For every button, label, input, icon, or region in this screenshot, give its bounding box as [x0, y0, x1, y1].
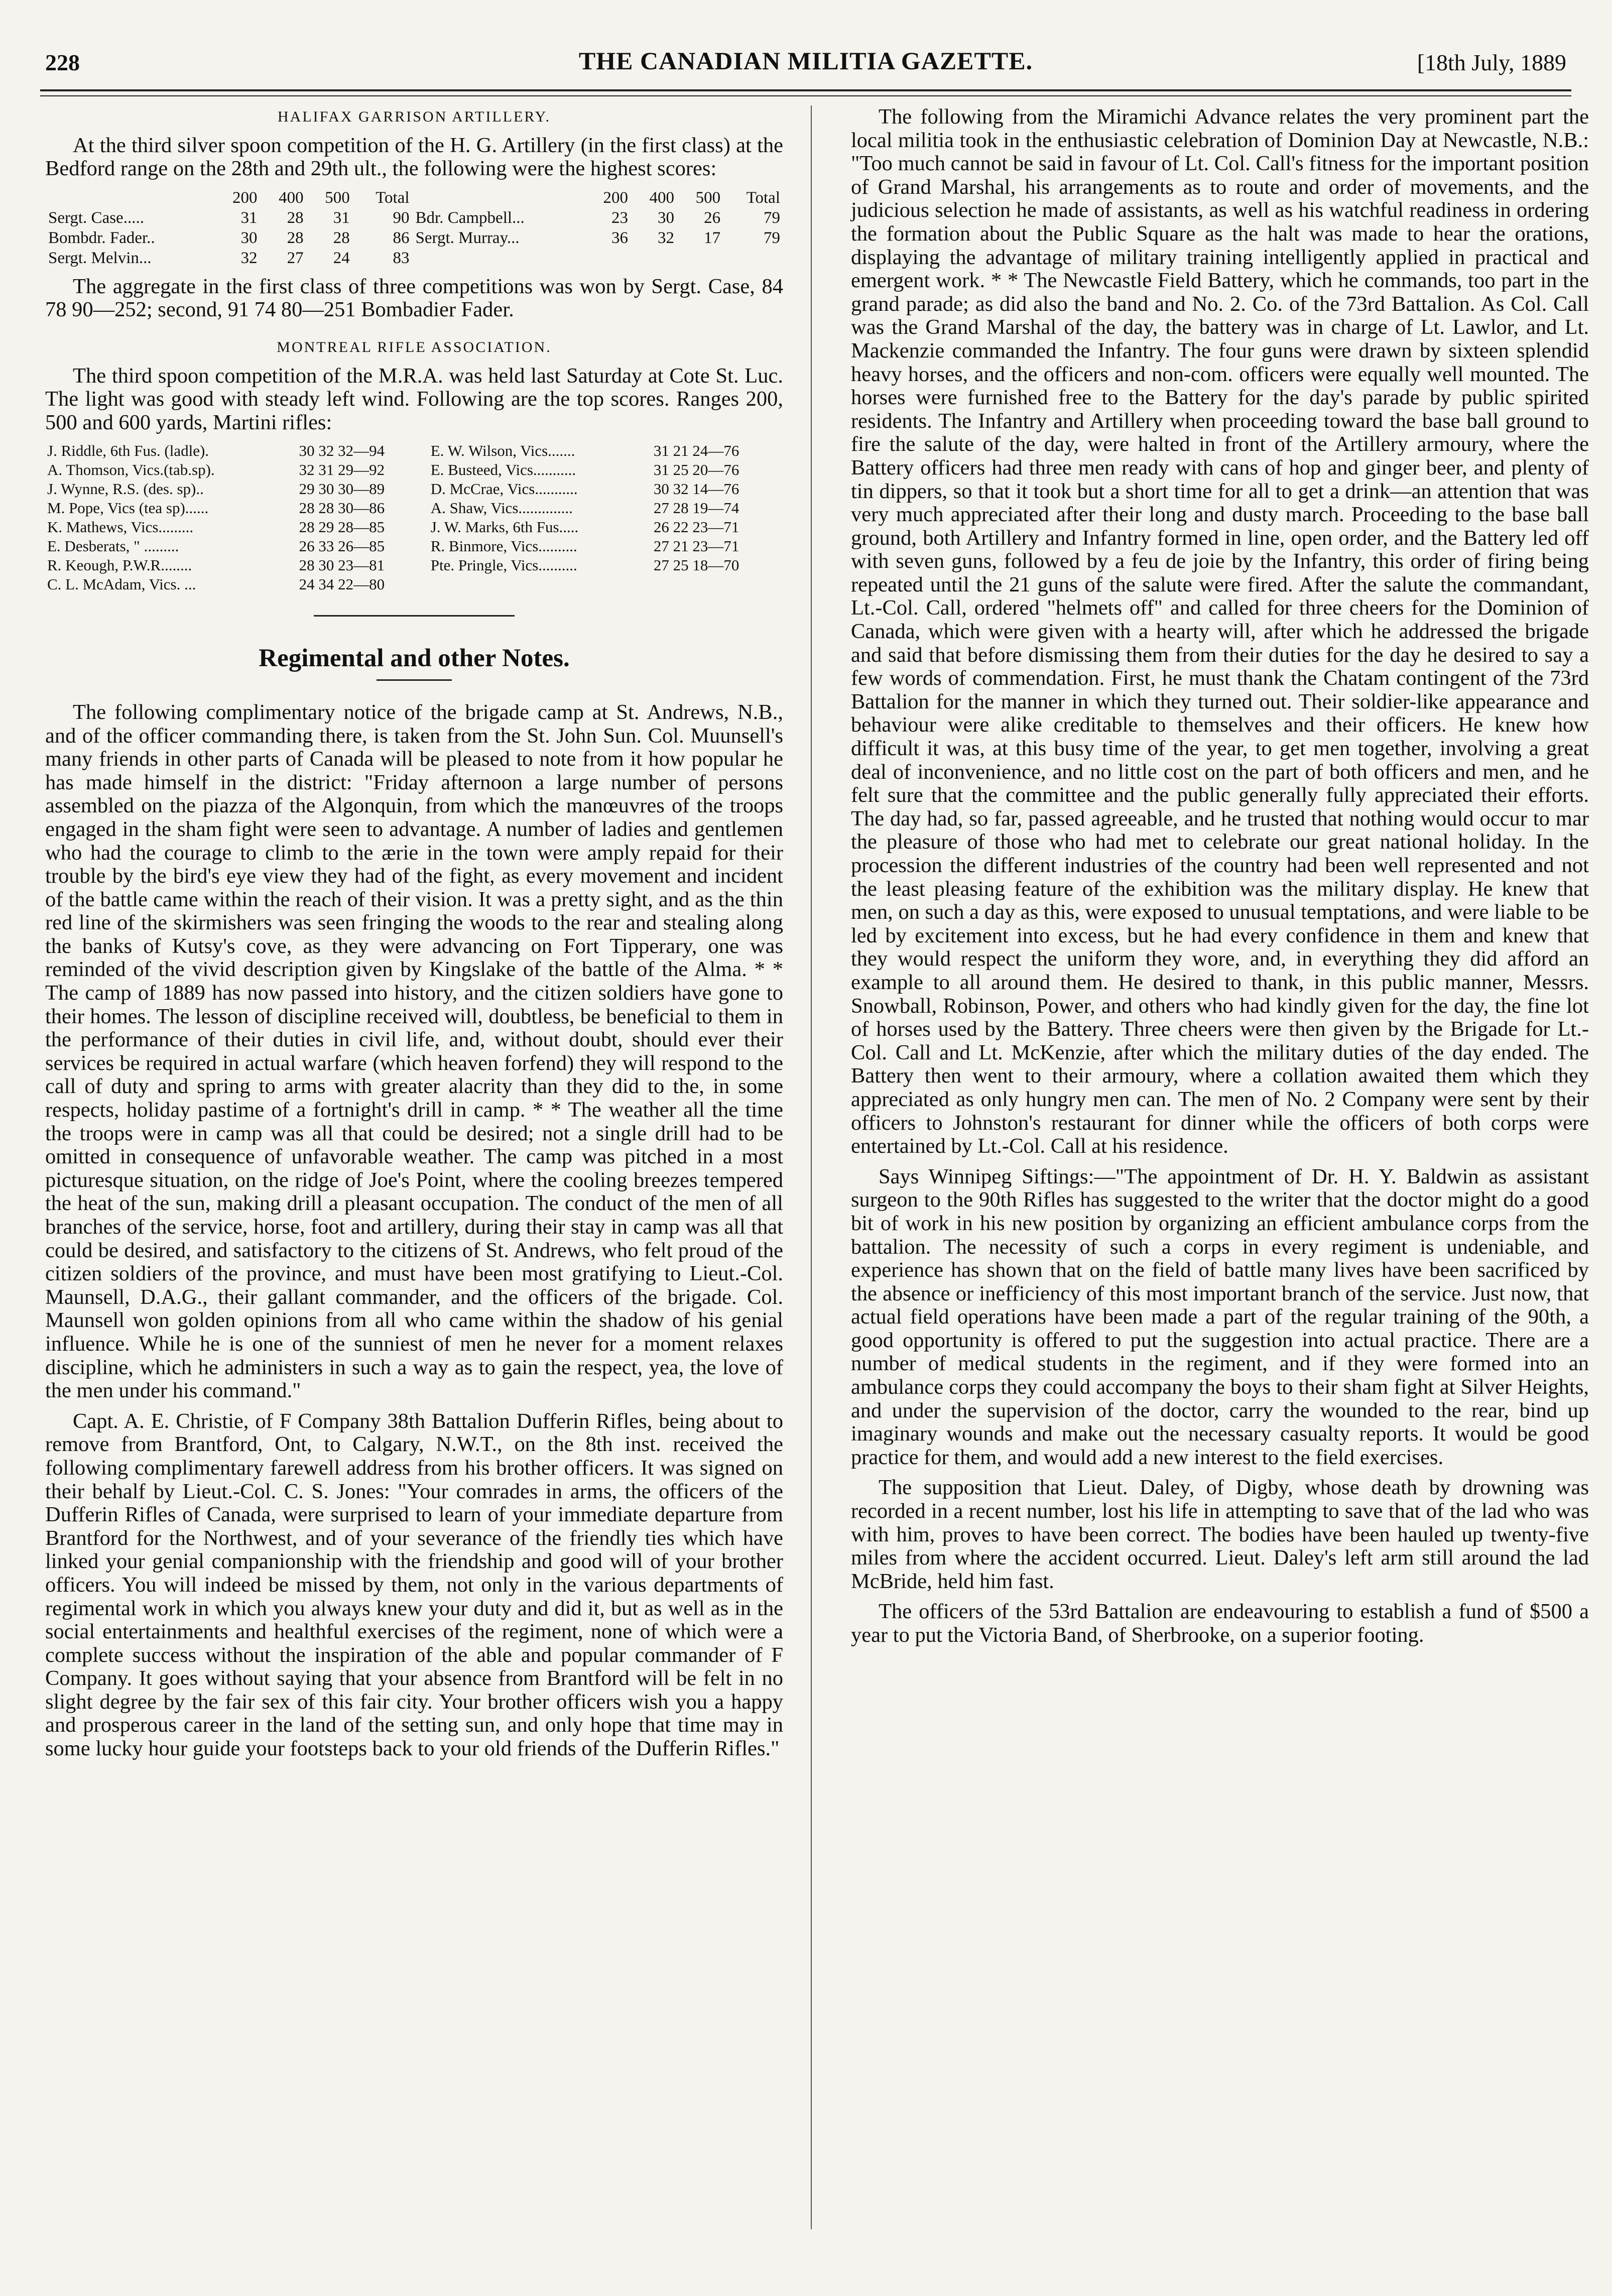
table-row: R. Keough, P.W.R........ 28 30 23—81 Pte. Pringle, Vics.......... 27 25 18—70 [47, 556, 739, 574]
col-header: 500 [695, 188, 721, 207]
col-header: 200 [232, 188, 258, 207]
issue-date: [18th July, 1889 [1417, 50, 1566, 75]
column-divider [811, 105, 812, 2229]
header-rule-thin [40, 95, 1571, 96]
article-paragraph: Says Winnipeg Siftings:—"The appointment of Dr. H. Y. Baldwin as assistant surgeon to the 90th Rifles has suggested to the writer that the doctor might do a good bit of work in his new position by organizing an efficient ambulance corps from the battalion. The necessity of such a corps in every regiment is undeniable, and experience has shown that on the field of battle many lives have been sacrificed by the absence or inefficiency of this most important branch of the service. Just now, that actual field operations have been made a part of the regular training of the 90th, a good opportunity is offered to put the suggestion into actual practice. There are a number of medical students in the regiment, and if they were formed into an ambulance corps they could accompany the boys to their sham fight at Silver Heights, and under the supervision of the doctor, carry the wounded to the rear, bind up imaginary wounds and make out the necessary casualty reports. It would be good practice for them, and would add a new interest to the field exercises. [851, 1164, 1589, 1469]
table-row: J. Riddle, 6th Fus. (ladle). 30 32 32—94 E. W. Wilson, Vics....... 31 21 24—76 [47, 442, 739, 460]
masthead-title: THE CANADIAN MILITIA GAZETTE. [578, 47, 1033, 75]
col-header: 400 [649, 188, 675, 207]
table-row: A. Thomson, Vics.(tab.sp). 32 31 29—92 E. Busteed, Vics........... 31 25 20—76 [47, 461, 739, 479]
article-paragraph: The officers of the 53rd Battalion are endeavouring to establish a fund of $500 a year to put the Victoria Band, of Sherbrooke, on a superior footing. [851, 1600, 1589, 1647]
table-row: C. L. McAdam, Vics. ... 24 34 22—80 [47, 575, 385, 593]
table-row: Sergt. Melvin... 32 27 24 83 [48, 249, 410, 267]
table-row: K. Mathews, Vics......... 28 29 28—85 J. W. Marks, 6th Fus..... 26 22 23—71 [47, 518, 739, 536]
article-paragraph: The following complimentary notice of the brigade camp at St. Andrews, N.B., and of the officer commanding there, is taken from the St. John Sun. Col. Muunsell's many friends in other parts of Canada will be pleased to note from it how popular he has made himself in the district: "Friday afternoon a large number of persons assembled on the piazza of the Algonquin, from which the manœuvres of the troops engaged in the sham fight were seen to advantage. A number of ladies and gentlemen who had the courage to climb to the ærie in the town were amply repaid for their trouble by the bird's eye view they had of the fight, as every movement and incident of the battle came within the reach of their vision. It was a pretty sight, and as the thin red line of the skirmishers was seen fringing the woods to the rear and stealing along the banks of Kutsy's cove, as they were advancing on Fort Tipperary, one was reminded of the vivid description given by Kingslake of the battle of the Alma. * * The camp of 1889 has now passed into history, and the citizen soldiers have gone to their homes. The lesson of discipline received will, doubtless, be beneficial to them in the performance of their duties in civil life, and, without doubt, should ever their services be required in actual warfare (which heaven forfend) they will respond to the call of duty and spring to arms with greater alacrity than they did to the, in some respects, holiday pastime of a fortnight's drill in camp. * * The weather all the time the troops were in camp was all that could be desired; not a single drill had to be omitted in consequence of unfavorable weather. The camp was pitched in a most picturesque situation, on the ridge of Joe's Point, where the cooling breezes tempered the heat of the sun, making drill a pleasant occupation. The conduct of the men of all branches of the service, horse, foot and artillery, during their stay in camp was all that could be desired, and satisfactory to the citizens of St. Andrews, who felt proud of the citizen soldiers of the province, and must have been most gratifying to Lieut.-Col. Maunsell, D.A.G., their gallant commander, and the officers of the brigade. Col. Maunsell won golden opinions from all who came within the shadow of his genial influence. While he is one of the sunniest of men he never for a moment relaxes discipline, which he administers in such a way as to gain the respect, yea, the love of the men under his command." [45, 700, 783, 1403]
halifax-intro: At the third silver spoon competition of the H. G. Artillery (in the first class) at the Bedford range on the 28th and 29th ult., the following were the highest scores: [45, 133, 783, 181]
article-paragraph: Capt. A. E. Christie, of F Company 38th Battalion Dufferin Rifles, being about to remove from Brantford, Ont, to Calgary, N.W.T., on the 8th inst. received the following complimentary farewell address from his brother officers. It was signed on their behalf by Lieut.-Col. C. S. Jones: "Your comrades in arms, the officers of the Dufferin Rifles of Canada, were surprised to learn of your immediate departure from Brantford for the Northwest, and of your severance of the friendly ties which have linked your genial companionship with the friendship and good will of your brother officers. You will indeed be missed by them, not only in the various departments of regimental work in which you always knew your duty and did it, but as well as in the social entertainments and healthful exercises of the regiment, none of which were a complete success without the inspiration of the able and popular commander of F Company. It goes without saying that your absence from Brantford will be felt in no slight degree by the fair sex of this fair city. Your brother officers wish you a happy and prosperous career in the land of the setting sun, and only hope that time may in some lucky hour guide your footsteps back to your old friends of the Dufferin Rifles." [45, 1409, 783, 1761]
section-divider [314, 615, 515, 617]
table-row: J. Wynne, R.S. (des. sp).. 29 30 30—89 D. McCrae, Vics........... 30 32 14—76 [47, 480, 739, 498]
halifax-heading: HALIFAX GARRISON ARTILLERY. [278, 108, 551, 125]
halifax-score-table [45, 188, 783, 268]
article-paragraph: The following from the Miramichi Advance relates the very prominent part the local militia took in the enthusiastic celebration of Dominion Day at Newcastle, N.B.: "Too much cannot be said in favour of Lt. Col. Call's fitness for the important position of Grand Marshal, his arrangements as to route and order of movements, and the judicious selection he made of assistants, as well as his watchful readiness in ordering the formation about the Public Square as the halt was made to hear the orations, displaying the advantage of military training intelligently applied in practical and emergent work. * * The Newcastle Field Battery, which he commands, too part in the grand parade; as did also the band and No. 2. Co. of the 73rd Battalion. As Col. Call was the Grand Marshal of the day, the battery was in charge of Lt. Lawlor, and Lt. Mackenzie commanded the Infantry. The four guns were drawn by sixteen splendid heavy horses, and the officers and non-com. officers were equally well mounted. The horses were furnished free to the Battery for the day's parade by public spirited residents. The Infantry and Artillery when proceeding toward the base ball ground to fire the salute of the day, were halted in front of the Artillery armoury, where the Battery officers had three men ready with cans of hop and ginger beer, and plenty of tin dippers, so that it took but a short time for all to get a drink—an attention that was very much appreciated after their long and dusty march. Proceeding to the base ball ground, both Artillery and Infantry formed in line, open order, and the Battery led off with seven guns, followed by a feu de joie by the Infantry, this order of firing being repeated until the 21 guns of the salute were fired. After the salute the commandant, Lt.-Col. Call, ordered "helmets off" and called for three cheers for the Dominion of Canada, which were given with a hearty will, after which he addressed the brigade and said that before dismissing them from their duties for the day he desired to say a few words of commendation. First, he must thank the Chatam contingent of the 73rd Battalion for the manner in which they turned out. Their soldier-like appearance and behaviour were alike creditable to themselves and their officers. He knew how difficult it was, at this busy time of the year, to get men together, involving a great deal of inconvenience, and no little cost on the part of both officers and men, and he felt sure that the committee and the public generally fully appreciated their efforts. The day had, so far, passed agreeable, and he trusted that nothing would occur to mar the pleasure of those who had met to celebrate our great national holiday. In the procession the different industries of the country had been well represented and not the least pleasing feature of the exhibition was the military display. He knew that men, on such a day as this, were exposed to unusual temptations, and were liable to be led by excitement into excess, but he had every confidence in them and knew that they would respect the uniform they wore, and, in everything they did afford an example to all around them. He desired to thank, in this public manner, Messrs. Snowball, Robinson, Power, and others who had kindly given for the day, the fine lot of horses used by the Battery. Three cheers were then given by the Brigade for Lt.-Col. Call and Lt. McKenzie, after which the military duties of the day ended. The Battery then went to their armoury, where a collation awaited them which they appreciated as only hungry men can. The men of No. 2 Company were sent by their officers to Johnston's restaurant for dinner while the officers of both corps were entertained by Lt.-Col. Call at his residence. [851, 105, 1589, 1158]
header-rule [40, 89, 1571, 91]
article-paragraph: The supposition that Lieut. Daley, of Digby, whose death by drowning was recorded in a recent number, lost his life in attempting to save that of the lad who was with him, proves to have been correct. The bodies have been hauled up twenty-five miles from where the accident occurred. Lieut. Daley's left arm still around the lad McBride, held him fast. [851, 1476, 1589, 1593]
col-header: 200 [603, 188, 628, 207]
table-row: M. Pope, Vics (tea sp)...... 28 28 30—86 A. Shaw, Vics.............. 27 28 19—74 [47, 499, 739, 517]
heading-rule [377, 679, 452, 681]
col-header: Total [376, 188, 410, 207]
montreal-intro: The third spoon competition of the M.R.A. was held last Saturday at Cote St. Luc. The light was good with steady left wind. Following are the top scores. Ranges 200, 500 and 600 yards, Martini rifles: [45, 364, 783, 434]
col-header: Total [746, 188, 780, 207]
page-header [40, 44, 1571, 79]
montreal-score-table [45, 441, 783, 594]
col-header: 500 [325, 188, 350, 207]
page-number: 228 [45, 50, 80, 75]
table-row: Bombdr. Fader.. 30 28 28 86 Sergt. Murray... 36 32 17 79 [48, 228, 780, 247]
right-column [851, 105, 1589, 1654]
col-header: 400 [279, 188, 304, 207]
notes-heading: Regimental and other Notes. [259, 644, 570, 673]
halifax-aggregate: The aggregate in the first class of three competitions was won by Sergt. Case, 84 78 90—252; second, 91 74 80—251 Bombadier Fader. [45, 274, 783, 322]
montreal-heading: MONTREAL RIFLE ASSOCIATION. [277, 338, 552, 355]
table-row: Sergt. Case..... 31 28 31 90 Bdr. Campbell... 23 30 26 79 [48, 208, 780, 227]
table-row: E. Desberats, " ......... 26 33 26—85 R. Binmore, Vics.......... 27 21 23—71 [47, 537, 739, 555]
left-column [45, 105, 783, 1768]
